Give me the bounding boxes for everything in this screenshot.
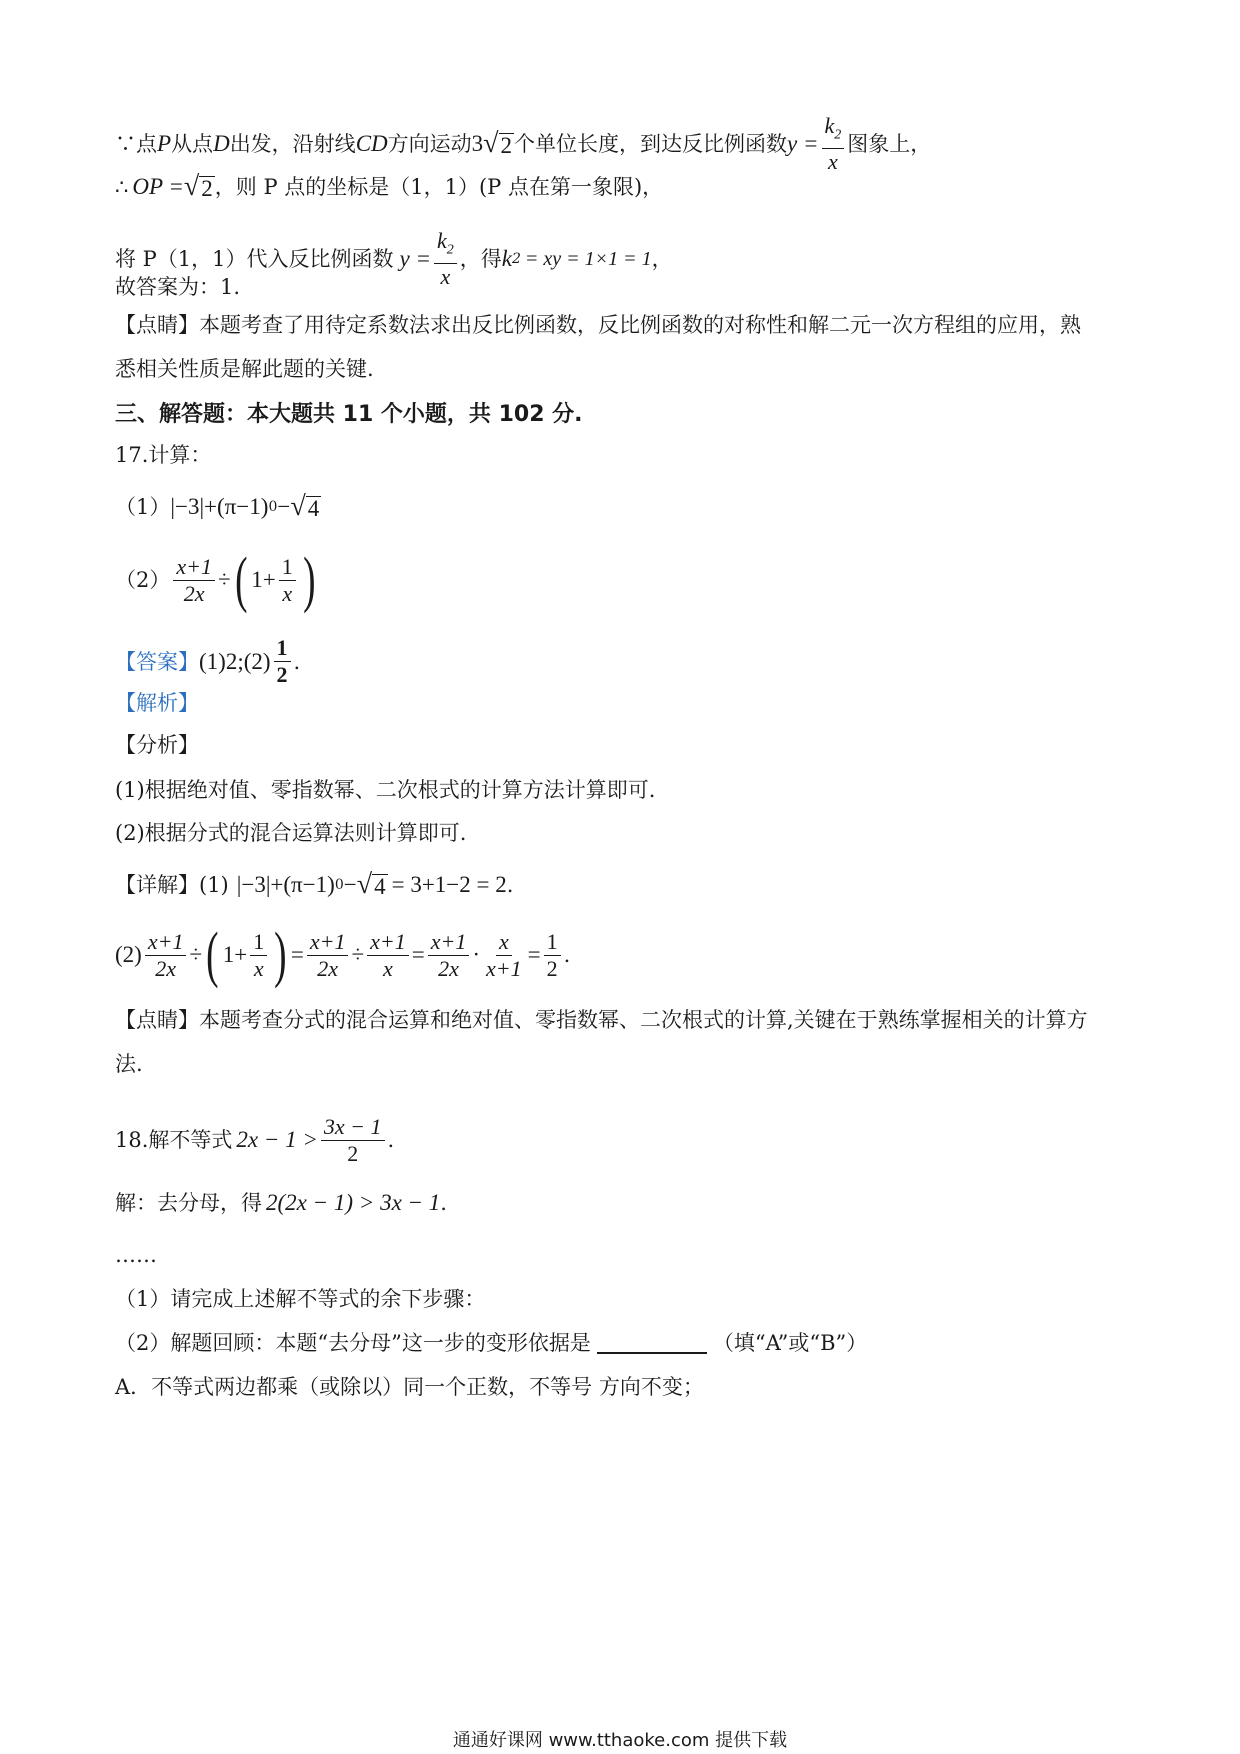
- text: 【详解】(1): [115, 873, 229, 897]
- text: ，得: [459, 247, 502, 272]
- fraction: [173, 554, 215, 607]
- subscript: 2: [834, 127, 842, 143]
- radicand: 4: [374, 874, 386, 899]
- math-op: ÷: [189, 942, 203, 967]
- denominator: 2x: [438, 955, 459, 981]
- text: 将 P（1，1）代入反比例函数: [115, 247, 394, 272]
- text: (2): [115, 942, 142, 967]
- denominator: x: [282, 580, 293, 606]
- fenxi-2: (2)根据分式的混合运算法则计算即可.: [115, 821, 467, 845]
- left-paren: (: [234, 546, 248, 614]
- subscript: 2: [512, 251, 521, 268]
- text: 个单位长度，到达反比例函数: [514, 132, 788, 157]
- numerator: x+1: [367, 929, 409, 956]
- fraction: [321, 1114, 385, 1167]
- math-var: CD: [355, 131, 388, 157]
- question-17: 17.计算：: [115, 443, 212, 467]
- text: （2）: [115, 568, 171, 592]
- math-var: k: [501, 246, 512, 272]
- text: 出发，沿射线: [229, 132, 356, 157]
- fraction: [250, 929, 267, 982]
- math-op: ÷: [351, 942, 365, 967]
- text: （2）解题回顾：本题“去分母”这一步的变形依据是: [115, 1331, 591, 1355]
- text: （1）: [115, 495, 171, 519]
- left-paren: (: [206, 921, 219, 989]
- comment-line-2: 悉相关性质是解此题的关键.: [115, 357, 374, 381]
- step-2: [115, 1328, 867, 1358]
- text: （填“A”或“B”）: [712, 1331, 868, 1355]
- fraction: [434, 228, 457, 290]
- math-op: −: [343, 872, 357, 897]
- math-expr: 1+: [222, 942, 248, 967]
- denominator: 2x: [317, 955, 339, 981]
- dianjing-line-1: 【点睛】本题考查分式的混合运算和绝对值、零指数幂、二次根式的计算,关键在于熟练掌握相关的计算方: [115, 1008, 1088, 1032]
- detail-2: [115, 921, 571, 989]
- math-var: y =: [399, 246, 432, 272]
- answer-blank[interactable]: [597, 1332, 707, 1354]
- numerator: 3x − 1: [321, 1114, 385, 1141]
- text: 方向运动: [387, 132, 472, 157]
- fraction: [367, 929, 409, 982]
- radicand: 2: [201, 176, 213, 201]
- sqrt-expr: √ 4: [356, 869, 386, 900]
- option-a: A．不等式两边都乘（或除以）同一个正数，不等号 方向不变；: [115, 1375, 704, 1399]
- answer-text: (1)2;(2): [199, 648, 271, 674]
- sqrt-expr: √ 2: [483, 128, 513, 160]
- subscript: 2: [446, 242, 454, 258]
- text: ，: [651, 247, 673, 272]
- math-op: ÷: [218, 567, 231, 592]
- math-expr: 2(2x − 1) > 3x − 1: [266, 1190, 441, 1215]
- denominator: x: [383, 955, 393, 981]
- text: ∴: [115, 175, 129, 199]
- denominator: 2: [276, 662, 288, 687]
- ellipsis: ……: [115, 1243, 157, 1267]
- solution-line: [115, 1188, 447, 1218]
- q17-part-1: [115, 492, 321, 522]
- detail-1: [115, 870, 513, 900]
- text: .: [506, 873, 514, 897]
- math-expr: |−3|+(π−1): [170, 494, 269, 519]
- footer: 通通好课网 www.tthaoke.com 提供下载: [452, 1730, 788, 1751]
- text: ，则 P 点的坐标是（1，1）(P 点在第一象限)，: [214, 175, 664, 199]
- text: .: [387, 1128, 395, 1152]
- text: .: [563, 943, 571, 967]
- denominator: x: [253, 955, 264, 981]
- denominator: 2: [347, 1140, 359, 1166]
- comment-line-1: 【点睛】本题考查了用待定系数法求出反比例函数，反比例函数的对称性和解二元一次方程组的应用，熟: [115, 313, 1081, 337]
- analysis-tag: 【解析】: [115, 691, 199, 715]
- answer-tag: 【答案】: [115, 649, 199, 674]
- fraction: [428, 929, 470, 982]
- fraction: [279, 554, 296, 607]
- answer-line: [115, 635, 300, 688]
- fraction: [822, 113, 845, 175]
- math-var: y =: [787, 131, 819, 157]
- math-var: OP =: [132, 174, 184, 199]
- q17-part-2: [115, 546, 319, 614]
- superscript: 0: [334, 877, 344, 893]
- radicand: 2: [500, 133, 513, 159]
- dianjing-line-2: 法.: [115, 1052, 143, 1076]
- fraction: [544, 929, 561, 982]
- denominator: x: [828, 149, 838, 175]
- radicand: 4: [307, 496, 320, 521]
- numerator: k: [824, 113, 835, 138]
- numerator: 1: [274, 635, 291, 662]
- line-2: [115, 172, 663, 202]
- right-paren: ): [274, 921, 287, 989]
- numerator: 1: [279, 554, 296, 581]
- denominator: x+1: [486, 955, 522, 981]
- superscript: 0: [268, 499, 278, 515]
- step-1: （1）请完成上述解不等式的余下步骤：: [115, 1287, 486, 1311]
- line-1: [115, 113, 931, 175]
- fraction: [483, 929, 525, 982]
- line-4: 故答案为：1.: [115, 275, 241, 299]
- numerator: x+1: [307, 929, 349, 956]
- right-paren: ): [302, 546, 316, 614]
- math-op: −: [277, 494, 291, 519]
- numerator: x+1: [428, 929, 470, 956]
- text: .: [293, 649, 301, 674]
- denominator: 2x: [155, 955, 177, 981]
- math-expr: 2x − 1 >: [236, 1127, 318, 1152]
- text: ∵点: [115, 132, 157, 157]
- text: .: [440, 1191, 447, 1215]
- denominator: 2x: [183, 580, 205, 606]
- math-expr: = 3+1−2 = 2: [391, 872, 507, 897]
- math-op: =: [290, 942, 304, 967]
- math-expr: |−3|+(π−1): [236, 872, 335, 897]
- text: 从点: [171, 132, 214, 157]
- sqrt-expr: √ 2: [183, 171, 213, 202]
- text: 解：去分母，得: [115, 1191, 262, 1215]
- numerator: 1: [250, 929, 267, 956]
- math-coef: 3: [471, 131, 484, 157]
- section-heading: 三、解答题：本大题共 11 个小题，共 102 分.: [115, 402, 583, 427]
- numerator: x: [496, 929, 512, 956]
- fenxi-tag: 【分析】: [115, 733, 199, 757]
- math-var: P: [157, 131, 172, 157]
- math-op: =: [411, 942, 425, 967]
- numerator: x+1: [145, 929, 187, 956]
- fenxi-1: (1)根据绝对值、零指数幂、二次根式的计算方法计算即可.: [115, 778, 656, 802]
- numerator: 1: [544, 929, 561, 956]
- sqrt-expr: √ 4: [290, 491, 320, 522]
- question-18: [115, 1110, 394, 1170]
- fraction: [307, 929, 349, 982]
- denominator: 2: [546, 955, 558, 981]
- denominator: x: [440, 264, 451, 290]
- math-expr: = xy = 1×1 = 1: [524, 248, 652, 271]
- numerator: k: [437, 228, 447, 253]
- fraction: [145, 929, 187, 982]
- math-op: ·: [472, 942, 481, 967]
- numerator: x+1: [173, 554, 215, 581]
- text: 18.解不等式: [115, 1128, 233, 1152]
- math-var: D: [213, 131, 230, 157]
- text: 图象上，: [847, 132, 932, 157]
- math-op: =: [527, 942, 541, 967]
- math-expr: 1+: [251, 567, 276, 592]
- fraction: [274, 635, 291, 688]
